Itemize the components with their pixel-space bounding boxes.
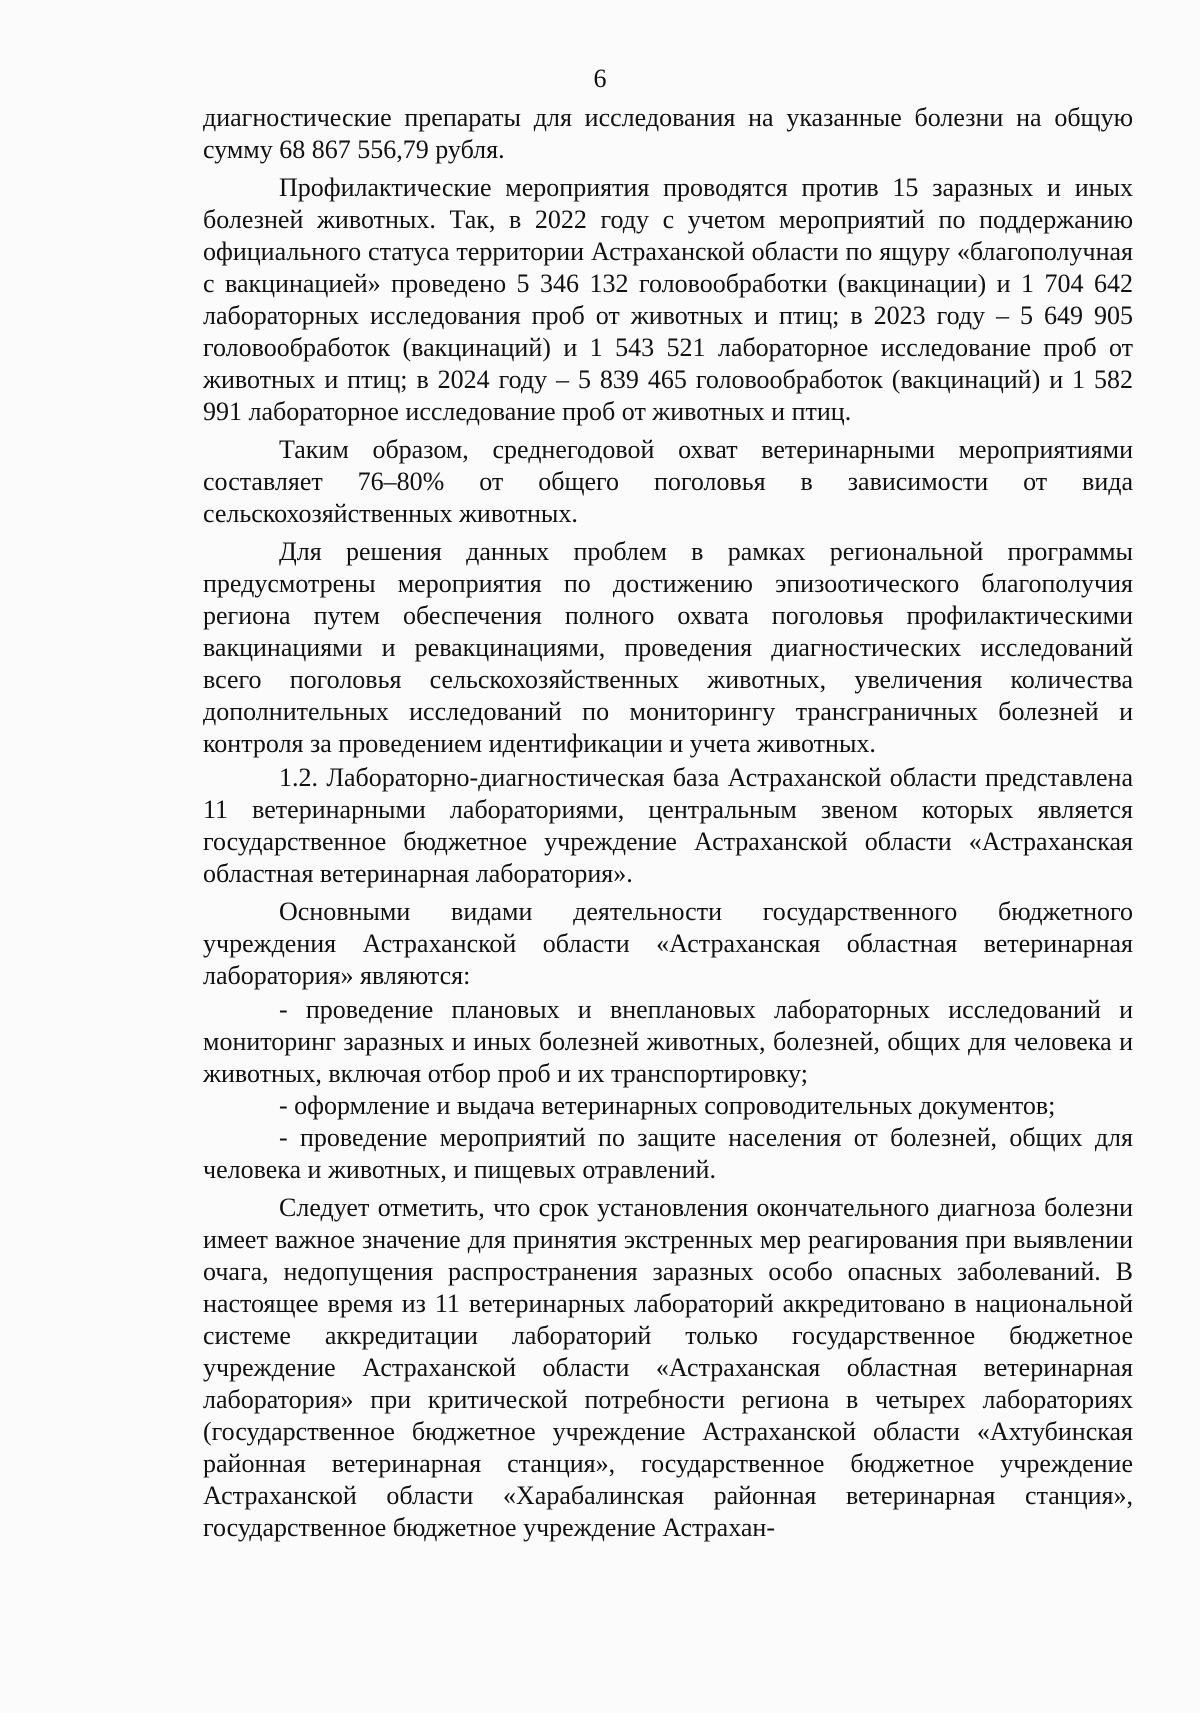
paragraph: Следует отметить, что срок установления окончательного диагноза болезни имеет важное значение для принятия экстренных мер реагирования при выявлении очага, недопущения распространения заразных особо опасных заболеваний. В настоящее время из 11 ветеринарных лабораторий аккредитовано в национальной системе аккредитации лабораторий только государственное бюджетное учреждение Астраханской области «Астраханская областная ветеринарная лаборатория» при критической потребности региона в четырех лабораториях (государственное бюджетное учреждение Астраханской области «Ахтубинская районная ветеринарная станция», государственное бюджетное учреждение Астраханской области «Харабалинская районная ветеринарная станция», государственное бюджетное учреждение Астрахан- [203,1193,1133,1542]
list-item: - проведение мероприятий по защите населения от болезней, общих для человека и животных, и пищевых отравлений. [203,1123,1133,1184]
paragraph: Профилактические мероприятия проводятся против 15 заразных и иных болезней животных. Так, в 2022 году с учетом мероприятий по поддержанию официального статуса территории Астраханской области по ящуру «благополучная с вакцинацией» проведено 5 346 132 головообработки (вакцинации) и 1 704 642 лабораторных исследования проб от животных и птиц; в 2023 году – 5 649 905 головообработок (вакцинаций) и 1 543 521 лабораторное исследование проб от животных и птиц; в 2024 году – 5 839 465 головообработок (вакцинаций) и 1 582 991 лабораторное исследование проб от животных и птиц. [203,173,1133,426]
paragraph: Таким образом, среднегодовой охват ветеринарными мероприятиями составляет 76–80% от общего поголовья в зависимости от вида сельскохозяйственных животных. [203,435,1133,528]
paragraph: Для решения данных проблем в рамках региональной программы предусмотрены мероприятия по достижению эпизоотического благополучия региона путем обеспечения полного охвата поголовья профилактическими вакцинациями и ревакцинациями, проведения диагностических исследований всего поголовья сельскохозяйственных животных, увеличения количества дополнительных исследований по мониторингу трансграничных болезней и контроля за проведением идентификации и учета животных. [203,537,1133,758]
document-body [203,102,1133,1544]
list-item: - оформление и выдача ветеринарных сопроводительных документов; [279,1091,1056,1120]
paragraph: 1.2. Лабораторно-диагностическая база Астраханской области представлена 11 ветеринарными лабораториями, центральным звеном которых является государственное бюджетное учреждение Астраханской области «Астраханская областная ветеринарная лаборатория». [203,763,1133,888]
paragraph: Основными видами деятельности государственного бюджетного учреждения Астраханской области «Астраханская областная ветеринарная лаборатория» являются: [203,897,1133,990]
list-item: - проведение плановых и внеплановых лабораторных исследований и мониторинг заразных и иных болезней животных, болезней, общих для человека и животных, включая отбор проб и их транспортировку; [203,995,1133,1088]
page-number: 6 [593,64,607,93]
paragraph: диагностические препараты для исследования на указанные болезни на общую сумму 68 867 556,79 рубля. [203,103,1133,164]
